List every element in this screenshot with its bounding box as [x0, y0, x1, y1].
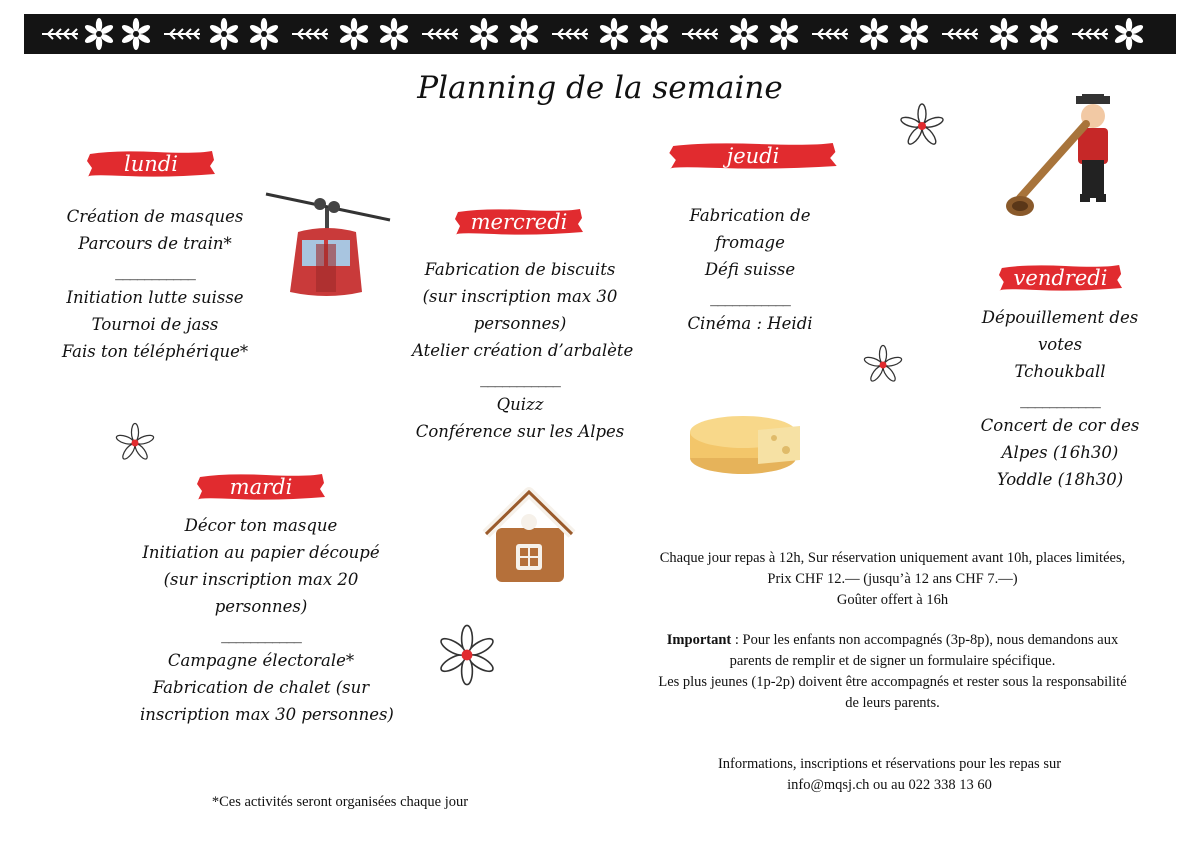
separator: ___________ — [221, 624, 301, 643]
day-activities-jeudi — [660, 202, 840, 337]
important-label: Important — [666, 632, 732, 648]
activity-item: Décor ton masque — [184, 516, 338, 535]
activity-item: Atelier création d’arbalète — [412, 341, 634, 360]
activity-item: Parcours de train* — [78, 234, 232, 253]
important-text: : Pour les enfants non accompagnés (3p-8p), nous demandons aux — [731, 632, 1119, 648]
edelweiss-pattern-icon — [24, 14, 1176, 54]
important-text: de leurs parents. — [845, 695, 940, 711]
activity-item: Cinéma : Heidi — [687, 314, 813, 333]
activity-item: (sur inscription max 30 — [422, 287, 618, 306]
contact-info — [612, 754, 1167, 796]
cheese-icon — [688, 408, 803, 478]
activity-item: Initiation lutte suisse — [66, 288, 244, 307]
meal-info — [620, 548, 1165, 611]
activity-item: Dépouillement des — [981, 308, 1139, 327]
activity-item: Tchoukball — [1014, 362, 1106, 381]
day-activities-vendredi — [970, 304, 1150, 493]
activity-item: votes — [1037, 335, 1083, 354]
activity-item: Création de masques — [66, 207, 244, 226]
edelweiss-banner — [24, 14, 1176, 54]
activity-item: Défi suisse — [704, 260, 796, 279]
activity-item: Initiation au papier découpé — [142, 543, 380, 562]
day-activities-mardi — [140, 512, 394, 728]
activity-item: Fabrication de biscuits — [424, 260, 616, 279]
day-activities-lundi — [55, 203, 255, 365]
page-title: Planning de la semaine — [417, 70, 783, 106]
edelweiss-icon — [860, 342, 906, 388]
meal-price: Prix CHF 12.— (jusqu’à 12 ans CHF 7.—) — [767, 571, 1018, 587]
edelweiss-icon — [432, 620, 502, 690]
separator: ___________ — [710, 287, 790, 306]
activity-item: Tournoi de jass — [91, 315, 219, 334]
activity-item: Fais ton téléphérique* — [61, 342, 249, 361]
separator: ___________ — [115, 261, 195, 280]
important-text: Les plus jeunes (1p-2p) doivent être accompagnés et rester sous la responsabilité — [658, 674, 1127, 690]
contact-line: Informations, inscriptions et réservations pour les repas sur — [717, 756, 1062, 772]
day-label-vendredi: vendredi — [998, 262, 1123, 294]
alphorn-player-icon — [1004, 94, 1124, 224]
separator: ___________ — [480, 368, 560, 387]
day-label-lundi: lundi — [86, 148, 216, 180]
activity-item: personnes) — [214, 597, 308, 616]
day-label-jeudi: jeudi — [668, 140, 838, 172]
day-label-mardi: mardi — [196, 471, 326, 503]
activity-item: (sur inscription max 20 — [163, 570, 359, 589]
important-text: parents de remplir et de signer un formulaire spécifique. — [729, 653, 1056, 669]
gingerbread-house-icon — [482, 486, 577, 586]
activity-item: Yoddle (18h30) — [996, 470, 1124, 489]
day-activities-mercredi — [412, 256, 634, 445]
day-label-mercredi: mercredi — [454, 206, 584, 238]
activity-item: Fabrication de — [689, 206, 811, 225]
important-notice — [620, 630, 1165, 714]
footnote: *Ces activités seront organisées chaque jour — [211, 794, 469, 810]
activity-item: Concert de cor des — [980, 416, 1140, 435]
activity-item: Fabrication de chalet (sur — [152, 678, 370, 697]
separator: ___________ — [1020, 389, 1100, 408]
activity-item: Campagne électorale* — [167, 651, 355, 670]
meal-line: Chaque jour repas à 12h, Sur réservation uniquement avant 10h, places limitées, — [659, 550, 1126, 566]
activity-item: Quizz — [496, 395, 544, 414]
activity-item: fromage — [715, 233, 785, 252]
activity-item: Conférence sur les Alpes — [415, 422, 625, 441]
activity-item: Alpes (16h30) — [1001, 443, 1119, 462]
edelweiss-icon — [112, 420, 158, 466]
edelweiss-icon — [896, 100, 948, 152]
cable-car-icon — [262, 188, 392, 303]
activity-item: inscription max 30 personnes) — [140, 705, 394, 724]
activity-item: personnes) — [473, 314, 567, 333]
snack-info: Goûter offert à 16h — [836, 592, 949, 608]
contact-line: info@mqsj.ch ou au 022 338 13 60 — [787, 777, 992, 793]
